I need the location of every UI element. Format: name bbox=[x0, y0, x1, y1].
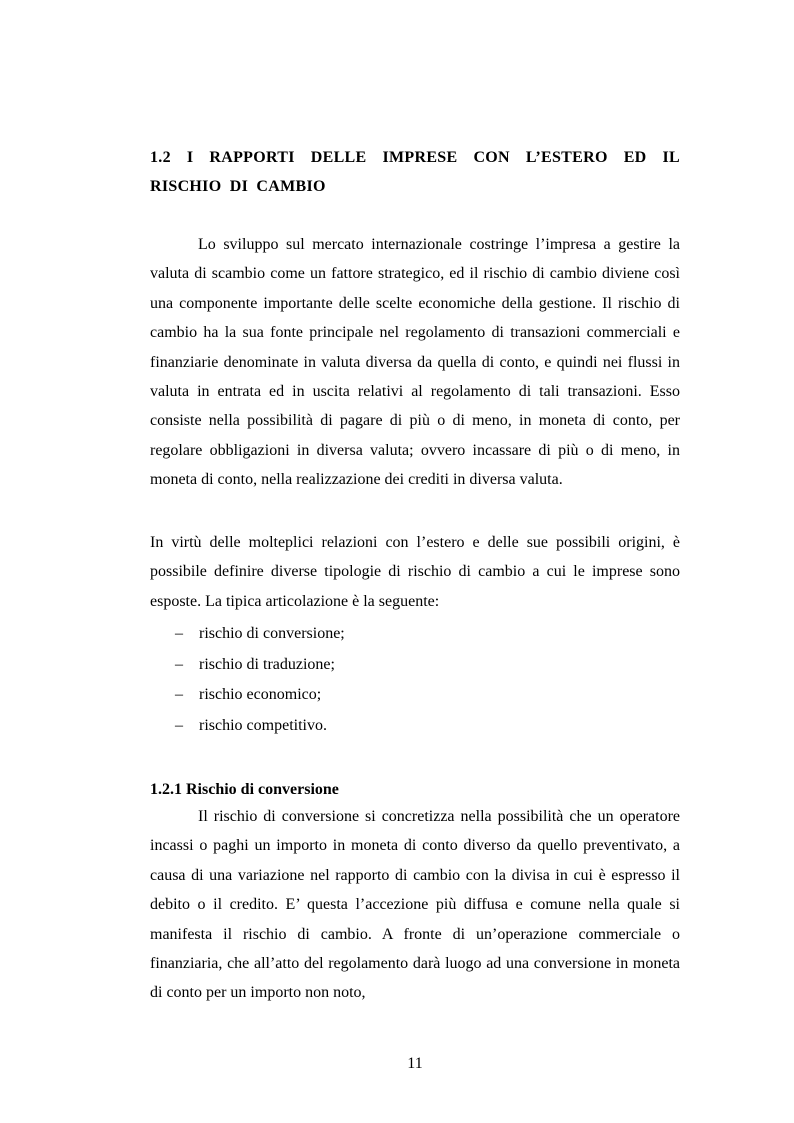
body-paragraph-1: Lo sviluppo sul mercato internazionale costringe l’impresa a gestire la valuta di scambio come un fattore strategico, ed il rischio di cambio diviene così una componente importante delle scelte economiche della gestione. Il rischio di cambio ha la sua fonte principale nel regolamento di transazioni commerciali e finanziarie denominate in valuta diversa da quella di conto, e quindi nei flussi in valuta in entrata ed in uscita relativi al regolamento di tali transazioni. Esso consiste nella possibilità di pagare di più o di meno, in moneta di conto, per regolare obbligazioni in diversa valuta; ovvero incassare di più o di meno, in moneta di conto, nella realizzazione dei crediti in diversa valuta. bbox=[150, 236, 680, 489]
body-paragraph-2: In virtù delle molteplici relazioni con l’estero e delle sue possibili origini, è possibile definire diverse tipologie di rischio di cambio a cui le imprese sono esposte. La tipica articolazione è la seguente: bbox=[150, 534, 680, 610]
risk-types-list bbox=[175, 619, 345, 741]
list-item-label: rischio economico; bbox=[199, 686, 322, 703]
subsection-heading: 1.2.1 Rischio di conversione bbox=[150, 781, 339, 798]
document-page bbox=[150, 0, 680, 1123]
list-item-label: rischio di traduzione; bbox=[199, 655, 335, 673]
list-item bbox=[175, 711, 345, 742]
section-heading: 1.2 I RAPPORTI DELLE IMPRESE CON L’ESTERO ED IL RISCHIO DI CAMBIO bbox=[150, 149, 680, 195]
list-dash-marker: – bbox=[175, 625, 183, 642]
list-item bbox=[175, 680, 345, 711]
page-number: 11 bbox=[407, 1055, 423, 1072]
list-item bbox=[175, 650, 345, 681]
list-dash-marker: – bbox=[175, 686, 183, 703]
subsection-paragraph: Il rischio di conversione si concretizza nella possibilità che un operatore incassi o paghi un importo in moneta di conto diverso da quello preventivato, a causa di una variazione nel rapporto di cambio con la divisa in cui è espresso il debito o il credito. E’ questa l’accezione più diffusa e comune nella quale si manifesta il rischio di cambio. A fronte di un’operazione commerciale o finanziaria, che all’atto del regolamento darà luogo ad una conversione in moneta di conto per un importo non noto, bbox=[150, 808, 680, 1002]
list-dash-marker: – bbox=[175, 655, 183, 673]
list-item-label: rischio di conversione; bbox=[199, 625, 345, 642]
list-item bbox=[175, 619, 345, 650]
list-dash-marker: – bbox=[175, 716, 183, 734]
list-item-label: rischio competitivo. bbox=[199, 716, 327, 734]
